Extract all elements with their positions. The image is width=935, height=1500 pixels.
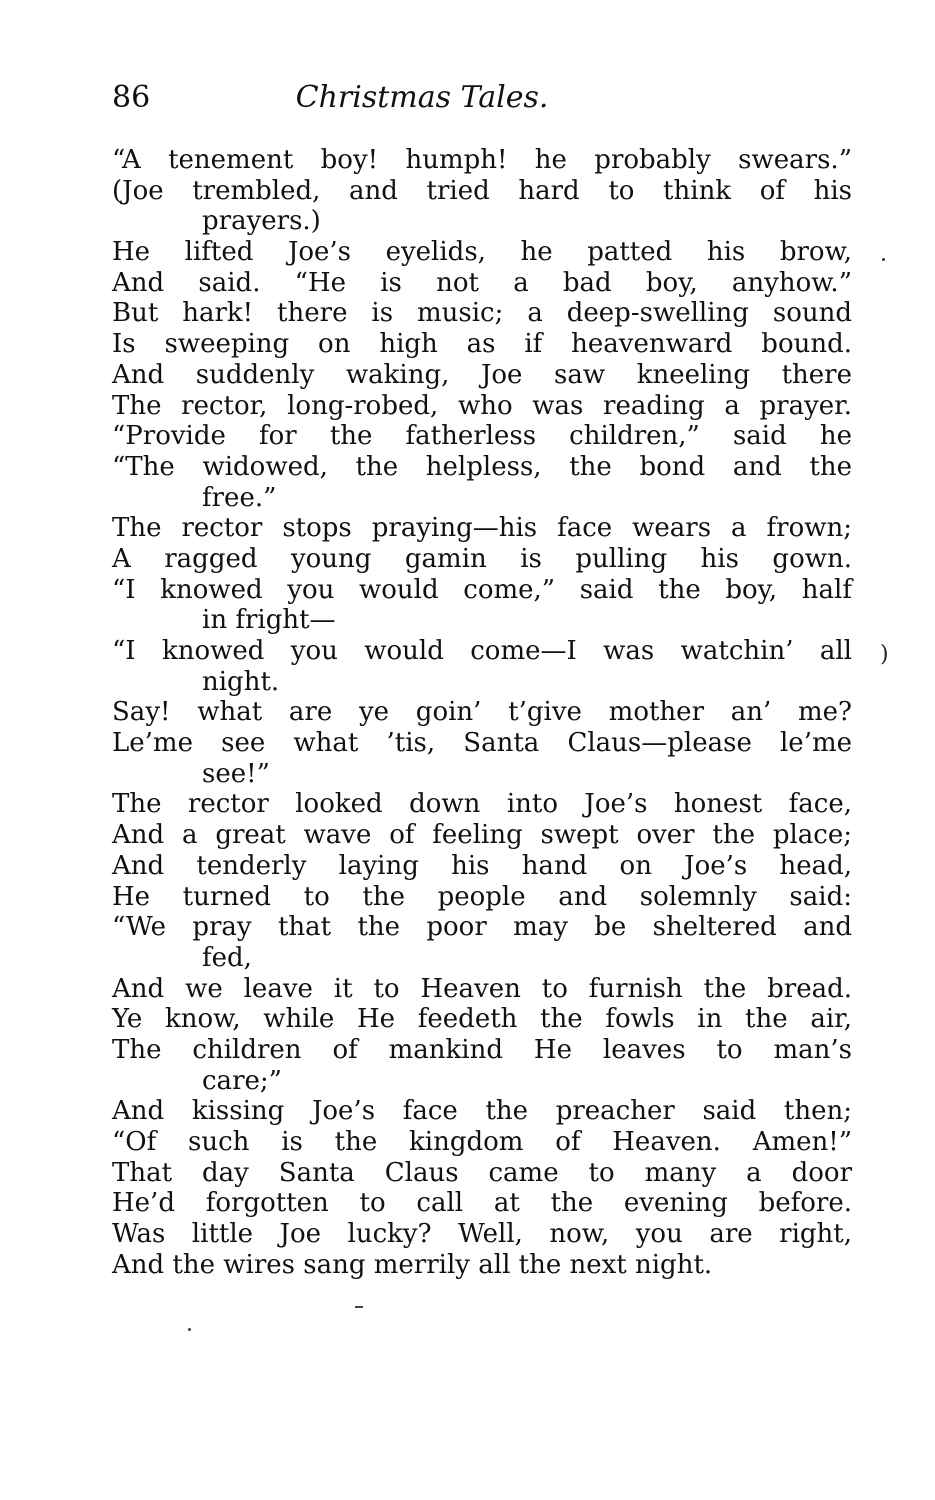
running-title: Christmas Tales. — [295, 80, 549, 115]
poem-line: “We pray that the poor may be sheltered and — [112, 912, 852, 943]
poem-line: “A tenement boy! humph! he probably swears.” — [112, 145, 852, 175]
poem-line: And kissing Joe’s face the preacher said then; — [112, 1096, 852, 1127]
poem-line: “I knowed you would come,” said the boy, half — [112, 574, 852, 605]
poem-line: And suddenly waking, Joe saw kneeling there — [112, 359, 852, 390]
poem-line: “Provide for the fatherless children,” said he — [112, 421, 852, 452]
poem-line: “I knowed you would come—I was watchin’ all — [112, 636, 852, 666]
page-number: 86 — [112, 80, 151, 115]
poem-line-continuation: see!” — [202, 758, 270, 789]
poem-line: He turned to the people and solemnly said: — [112, 881, 852, 912]
poem-line: The children of mankind He leaves to man’s — [112, 1034, 852, 1065]
poem-text — [112, 145, 852, 1280]
poem-line: Is sweeping on high as if heavenward bound. — [112, 329, 852, 360]
poem-line: (Joe trembled, and tried hard to think of his — [112, 175, 852, 206]
poem-line: Was little Joe lucky? Well, now, you are right, — [112, 1219, 852, 1250]
poem-line: And said. “He is not a bad boy, anyhow.” — [112, 267, 852, 298]
margin-speck — [882, 258, 885, 261]
page-header — [112, 78, 852, 118]
poem-line: The rector, long-robed, who was reading a prayer. — [112, 390, 852, 421]
poem-line: Ye know, while He feedeth the fowls in the air, — [112, 1004, 852, 1035]
print-speck — [188, 1328, 191, 1331]
poem-line: “Of such is the kingdom of Heaven. Amen!” — [112, 1127, 852, 1157]
poem-line: And we leave it to Heaven to furnish the bread. — [112, 973, 852, 1004]
print-speck — [355, 1306, 363, 1308]
poem-line: Say! what are ye goin’ t’give mother an’ me? — [112, 697, 852, 728]
poem-line: “The widowed, the helpless, the bond and the — [112, 451, 852, 482]
poem-line: He lifted Joe’s eyelids, he patted his brow, — [112, 237, 852, 268]
poem-line-continuation: night. — [202, 666, 280, 697]
poem-line: He’d forgotten to call at the evening before. — [112, 1188, 852, 1219]
poem-line-continuation: fed, — [202, 942, 252, 973]
poem-line-continuation: in fright— — [202, 605, 336, 636]
poem-line: The rector looked down into Joe’s honest face, — [112, 789, 852, 820]
poem-line: And a great wave of feeling swept over the place; — [112, 820, 852, 851]
poem-line: A ragged young gamin is pulling his gown. — [112, 543, 852, 574]
poem-line-continuation: free.” — [202, 482, 277, 513]
poem-line: The rector stops praying—his face wears a frown; — [112, 513, 852, 544]
margin-mark: ) — [880, 642, 889, 667]
poem-line-continuation: prayers.) — [202, 206, 321, 237]
poem-line: But hark! there is music; a deep-swelling sound — [112, 298, 852, 329]
poem-line: And the wires sang merrily all the next night. — [112, 1249, 713, 1280]
poem-line: That day Santa Claus came to many a door — [112, 1157, 852, 1188]
poem-line: Le’me see what ’tis, Santa Claus—please le’me — [112, 728, 852, 759]
poem-line-continuation: care;” — [202, 1065, 282, 1096]
poem-line: And tenderly laying his hand on Joe’s head, — [112, 850, 852, 881]
